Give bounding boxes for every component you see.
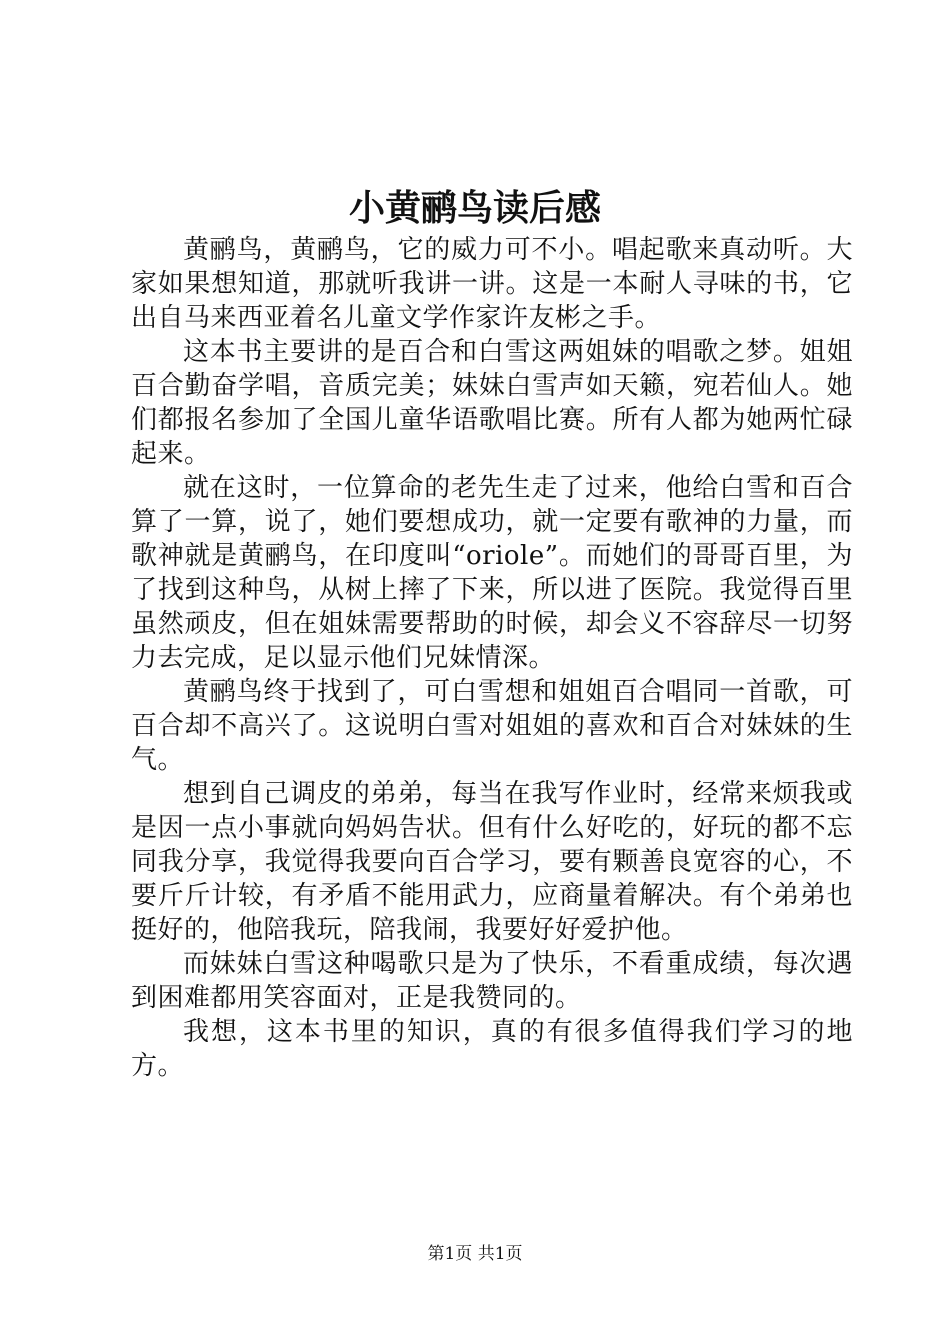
paragraph: 黄鹂鸟，黄鹂鸟，它的威力可不小。唱起歌来真动听。大家如果想知道，那就听我讲一讲。这是一本耐人寻味的书，它出自马来西亚着名儿童文学作家许友彬之手。 xyxy=(131,235,853,333)
document-title: 小黄鹂鸟读后感 xyxy=(348,187,601,229)
document-body xyxy=(131,233,853,1083)
paragraph: 黄鹂鸟终于找到了，可白雪想和姐姐百合唱同一首歌，可百合却不高兴了。这说明白雪对姐姐的喜欢和百合对妹妹的生气。 xyxy=(131,677,853,775)
page-footer: 第1页 共1页 xyxy=(427,1244,523,1264)
paragraph: 我想，这本书里的知识，真的有很多值得我们学习的地方。 xyxy=(131,1017,853,1081)
paragraph: 而妹妹白雪这种喝歌只是为了快乐，不看重成绩，每次遇到困难都用笑容面对，正是我赞同的。 xyxy=(131,949,853,1013)
paragraph: 这本书主要讲的是百合和白雪这两姐妹的唱歌之梦。姐姐百合勤奋学唱，音质完美；妹妹白雪声如天籁，宛若仙人。她们都报名参加了全国儿童华语歌唱比赛。所有人都为她两忙碌起来。 xyxy=(131,337,853,469)
paragraph: 就在这时，一位算命的老先生走了过来，他给白雪和百合算了一算，说了，她们要想成功，就一定要有歌神的力量，而歌神就是黄鹂鸟，在印度叫“oriole”。而她们的哥哥百里，为了找到这种鸟，从树上摔了下来，所以进了医院。我觉得百里虽然顽皮，但在姐妹需要帮助的时候，却会义不容辞尽一切努力去完成，足以显示他们兄妹情深。 xyxy=(131,473,853,673)
paragraph: 想到自己调皮的弟弟，每当在我写作业时，经常来烦我或是因一点小事就向妈妈告状。但有什么好吃的，好玩的都不忘同我分享，我觉得我要向百合学习，要有颗善良宽容的心，不要斤斤计较，有矛盾不能用武力，应商量着解决。有个弟弟也挺好的，他陪我玩，陪我闹，我要好好爱护他。 xyxy=(131,779,853,945)
